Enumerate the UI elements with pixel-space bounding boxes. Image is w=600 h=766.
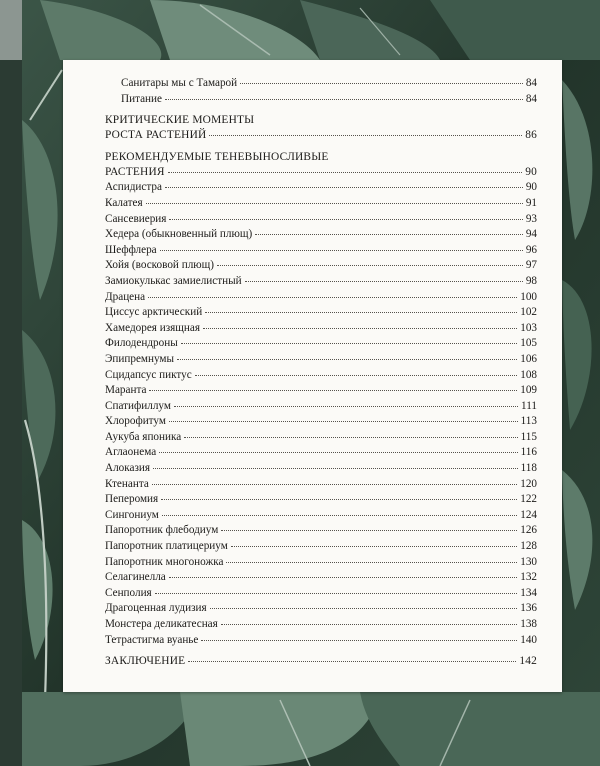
toc-entry-title: Сансевиерия xyxy=(105,212,167,225)
toc-entry[interactable] xyxy=(105,76,537,92)
dot-leader xyxy=(240,83,523,84)
toc-entry[interactable] xyxy=(105,196,537,212)
toc-entry-page: 138 xyxy=(520,618,537,630)
toc-entry-title: Алоказия xyxy=(105,462,151,475)
toc-entry[interactable] xyxy=(105,508,537,524)
toc-entry-title: Калатея xyxy=(105,196,143,209)
toc-entry-title: Сенполия xyxy=(105,586,152,599)
toc-entry[interactable] xyxy=(105,539,537,555)
toc-entry-page: 90 xyxy=(525,165,537,178)
toc-entry-page: 84 xyxy=(525,77,537,89)
dot-leader xyxy=(162,515,517,516)
toc-entry-title: Циссус арктический xyxy=(105,306,203,319)
contents-page xyxy=(63,60,562,692)
toc-entry-page: 128 xyxy=(520,540,537,553)
toc-entry-title: Хойя (восковой плющ) xyxy=(105,259,214,272)
dot-leader xyxy=(169,577,517,578)
toc-entry-title: Аспидистра xyxy=(105,181,162,194)
toc-entry-page: 122 xyxy=(520,493,537,506)
toc-entry[interactable] xyxy=(105,352,537,368)
toc-entry[interactable] xyxy=(105,383,537,399)
dot-leader xyxy=(205,312,517,313)
dot-leader xyxy=(148,297,517,298)
toc-entry-page: 134 xyxy=(520,586,537,599)
section-heading-critical-line2: РОСТА РАСТЕНИЙ xyxy=(105,129,207,142)
dot-leader xyxy=(165,99,523,100)
toc-entry[interactable] xyxy=(105,586,537,602)
dot-leader xyxy=(188,661,516,662)
dot-leader xyxy=(184,437,517,438)
toc-entry-title: Монстера деликатесная xyxy=(105,618,218,630)
toc-entry-title: Питание xyxy=(121,92,162,105)
toc-entry-title: Селагинелла xyxy=(105,571,166,584)
toc-entry-title: Ктенанта xyxy=(105,477,149,490)
section-heading-recommended-line2: РАСТЕНИЯ xyxy=(105,165,165,178)
toc-entry-page: 86 xyxy=(525,129,537,142)
toc-entry-page: 106 xyxy=(520,352,537,365)
section-heading-recommended: РЕКОМЕНДУЕМЫЕ ТЕНЕВЫНОСЛИВЫЕ xyxy=(105,150,329,163)
toc-entry-page: 111 xyxy=(521,399,537,412)
toc-entry[interactable] xyxy=(105,368,537,384)
toc-entry-title: Драцена xyxy=(105,290,146,303)
toc-entry[interactable] xyxy=(105,305,537,321)
toc-entry-page: 113 xyxy=(520,415,537,428)
toc-entry-page: 132 xyxy=(520,571,537,584)
section-heading-critical: КРИТИЧЕСКИЕ МОМЕНТЫ xyxy=(105,114,255,127)
toc-entry[interactable] xyxy=(105,336,537,352)
toc-entry-page: 97 xyxy=(525,259,537,272)
dot-leader xyxy=(161,499,517,500)
toc-entry-page: 118 xyxy=(520,462,537,475)
dot-leader xyxy=(152,484,517,485)
toc-entry[interactable] xyxy=(105,258,537,274)
toc-entry-page: 108 xyxy=(520,368,537,381)
toc-entry-title: Замиокулькас замиелистный xyxy=(105,274,242,287)
dot-leader xyxy=(203,328,517,329)
dot-leader xyxy=(221,530,517,531)
toc-entry-title: Эпипремнумы xyxy=(105,352,175,365)
toc-entry[interactable] xyxy=(105,445,537,461)
toc-entry-page: 93 xyxy=(525,212,537,225)
toc-section-critical[interactable] xyxy=(105,128,537,144)
toc-entry-page: 116 xyxy=(520,446,537,459)
toc-entry-title: Шеффлера xyxy=(105,243,157,256)
toc-entry-page: 90 xyxy=(525,181,537,194)
dot-leader xyxy=(231,546,517,547)
toc-entry-title: Хедера (обыкновенный плющ) xyxy=(105,228,253,241)
dot-leader xyxy=(169,421,518,422)
toc-entry[interactable] xyxy=(105,601,537,617)
dot-leader xyxy=(209,135,522,136)
dot-leader xyxy=(160,250,523,251)
toc-entry-title: Санитары мы с Тамарой xyxy=(121,77,238,89)
dot-leader xyxy=(155,593,518,594)
toc-entry-page: 130 xyxy=(520,555,537,568)
toc-entry-page: 124 xyxy=(520,508,537,521)
toc-entry-title: Филодендроны xyxy=(105,337,178,350)
dot-leader xyxy=(168,172,523,173)
toc-entry-page: 91 xyxy=(525,196,537,209)
toc-entry-page: 115 xyxy=(520,430,537,443)
toc-entry-title: Папоротник платицериум xyxy=(105,540,228,553)
dot-leader xyxy=(255,234,523,235)
dot-leader xyxy=(149,390,517,391)
toc-entry-page: 98 xyxy=(525,274,537,287)
toc-entry[interactable] xyxy=(105,321,537,337)
toc-entry[interactable] xyxy=(105,290,537,306)
toc-entry-title: Аглаонема xyxy=(105,446,157,459)
toc-section-recommended[interactable] xyxy=(105,165,537,181)
toc-entry[interactable] xyxy=(105,633,537,649)
toc-entry[interactable] xyxy=(105,212,537,228)
toc-entry[interactable] xyxy=(105,414,537,430)
toc-entry-title: Тетрастигма вуанье xyxy=(105,633,199,646)
toc-entry-page: 136 xyxy=(520,602,537,615)
toc-entry-page: 103 xyxy=(520,321,537,334)
toc-entry-title: Папоротник многоножка xyxy=(105,555,224,568)
dot-leader xyxy=(221,624,517,625)
toc-entry-page: 102 xyxy=(520,306,537,319)
toc-entry-title: Пеперомия xyxy=(105,493,159,506)
dot-leader xyxy=(159,452,517,453)
toc-entry-page: 96 xyxy=(525,243,537,256)
toc-entry-title: Спатифиллум xyxy=(105,399,171,412)
toc-entry[interactable] xyxy=(105,617,537,633)
toc-entry[interactable] xyxy=(105,555,537,571)
dot-leader xyxy=(195,375,518,376)
toc-entry[interactable] xyxy=(105,461,537,477)
section-heading-conclusion: ЗАКЛЮЧЕНИЕ xyxy=(105,655,186,668)
toc-entry-title: Папоротник флебодиум xyxy=(105,524,219,537)
toc-entry[interactable] xyxy=(105,477,537,493)
dot-leader xyxy=(226,562,517,563)
dot-leader xyxy=(174,406,518,407)
toc-entry[interactable] xyxy=(105,399,537,415)
dot-leader xyxy=(169,219,522,220)
toc-section-conclusion[interactable] xyxy=(105,654,537,670)
dot-leader xyxy=(146,203,523,204)
toc-entry[interactable] xyxy=(105,570,537,586)
dot-leader xyxy=(181,343,518,344)
toc-entry[interactable] xyxy=(105,430,537,446)
toc-entry[interactable] xyxy=(105,180,537,196)
table-of-contents xyxy=(105,76,537,670)
toc-entry-title: Сцидапсус пиктус xyxy=(105,368,192,381)
toc-entry-title: Драгоценная лудизия xyxy=(105,602,207,615)
dot-leader xyxy=(201,640,517,641)
toc-entry-page: 140 xyxy=(520,633,537,646)
toc-entry[interactable] xyxy=(105,523,537,539)
toc-entry[interactable] xyxy=(105,243,537,259)
toc-entry-title: Маранта xyxy=(105,384,147,397)
dot-leader xyxy=(210,608,518,609)
toc-entry-title: Хлорофитум xyxy=(105,415,166,428)
toc-entry-page: 84 xyxy=(525,92,537,105)
dot-leader xyxy=(153,468,518,469)
toc-entry[interactable] xyxy=(105,92,537,108)
toc-entry-title: Аукуба японика xyxy=(105,430,182,443)
toc-entry-page: 120 xyxy=(520,477,537,490)
dot-leader xyxy=(245,281,523,282)
dot-leader xyxy=(217,265,523,266)
dot-leader xyxy=(165,187,523,188)
toc-entry[interactable] xyxy=(105,274,537,290)
toc-entry-title: Хамедорея изящная xyxy=(105,321,200,334)
toc-entry-title: Сингониум xyxy=(105,508,159,521)
toc-entry-page: 109 xyxy=(520,384,537,397)
toc-entry-page: 100 xyxy=(520,290,537,303)
toc-entry-page: 94 xyxy=(525,228,537,241)
toc-entry-page: 126 xyxy=(520,524,537,537)
toc-entry[interactable] xyxy=(105,227,537,243)
toc-entry-page: 142 xyxy=(519,655,537,668)
toc-entry-page: 105 xyxy=(520,337,537,350)
toc-entry[interactable] xyxy=(105,492,537,508)
dot-leader xyxy=(177,359,517,360)
